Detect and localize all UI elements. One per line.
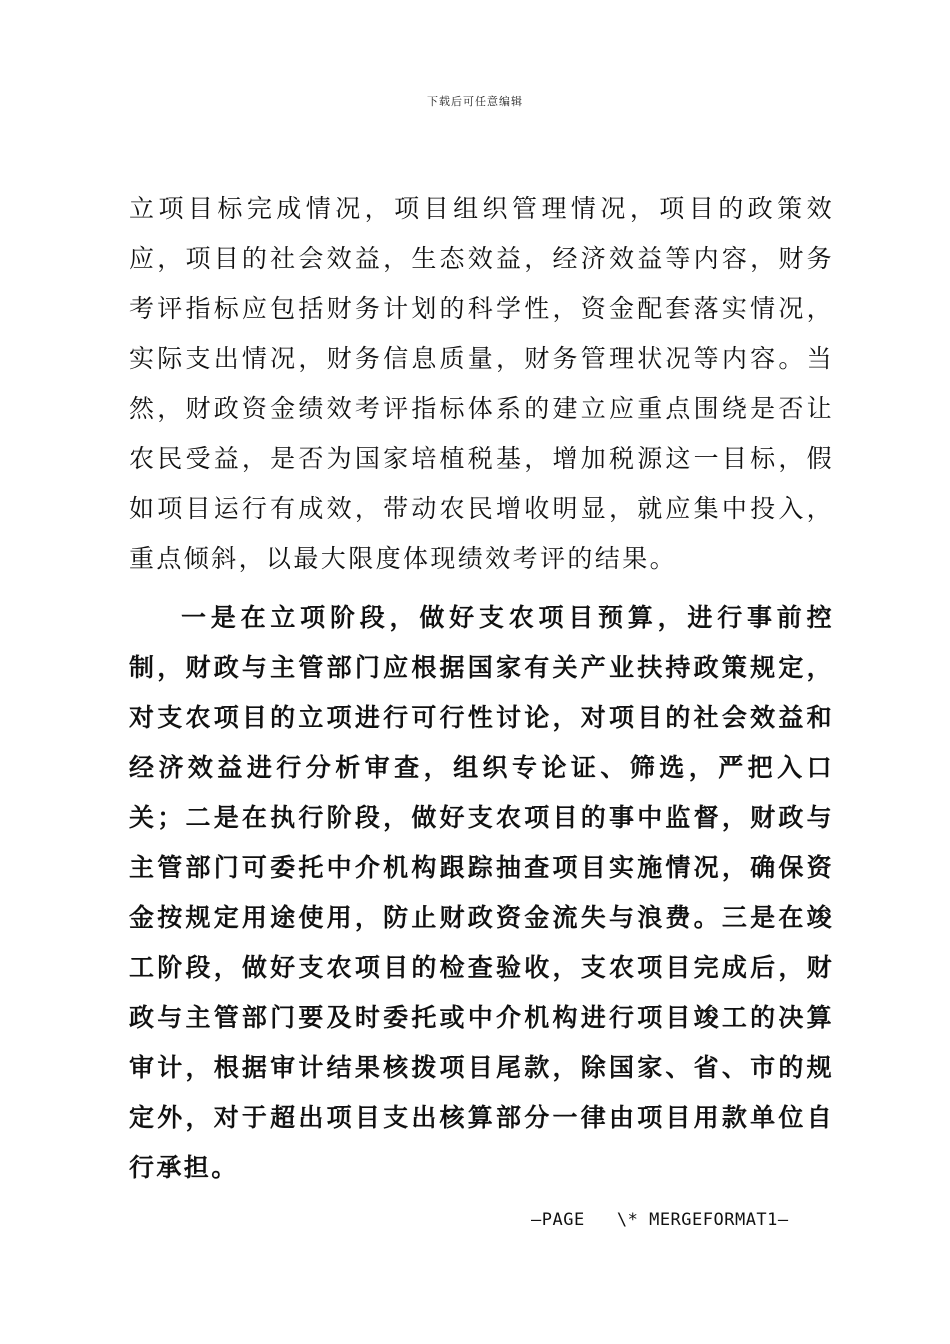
page-footer: —PAGE \* MERGEFORMAT1— bbox=[531, 1210, 789, 1230]
body-paragraph-2: 一是在立项阶段，做好支农项目预算，进行事前控制，财政与主管部门应根据国家有关产业扶持政策规定，对支农项目的立项进行可行性讨论，对项目的社会效益和经济效益进行分析审查，组织专论证、筛选，严把入口关；二是在执行阶段，做好支农项目的事中监督，财政与主管部门可委托中介机构跟踪抽查项目实施情况，确保资金按规定用途使用，防止财政资金流失与浪费。三是在竣工阶段，做好支农项目的检查验收，支农项目完成后，财政与主管部门要及时委托或中介机构进行项目竣工的决算审计，根据审计结果核拨项目尾款，除国家、省、市的规定外，对于超出项目支出核算部分一律由项目用款单位自行承担。 bbox=[129, 603, 834, 1182]
page-header: 下载后可任意编辑 bbox=[427, 95, 523, 108]
body-paragraph-1: 立项目标完成情况，项目组织管理情况，项目的政策效应，项目的社会效益，生态效益，经济效益等内容，财务考评指标应包括财务计划的科学性，资金配套落实情况，实际支出情况，财务信息质量，财务管理状况等内容。当然，财政资金绩效考评指标体系的建立应重点围绕是否让农民受益，是否为国家培植税基，增加税源这一目标，假如项目运行有成效，带动农民增收明显，就应集中投入，重点倾斜，以最大限度体现绩效考评的结果。 bbox=[129, 194, 834, 573]
